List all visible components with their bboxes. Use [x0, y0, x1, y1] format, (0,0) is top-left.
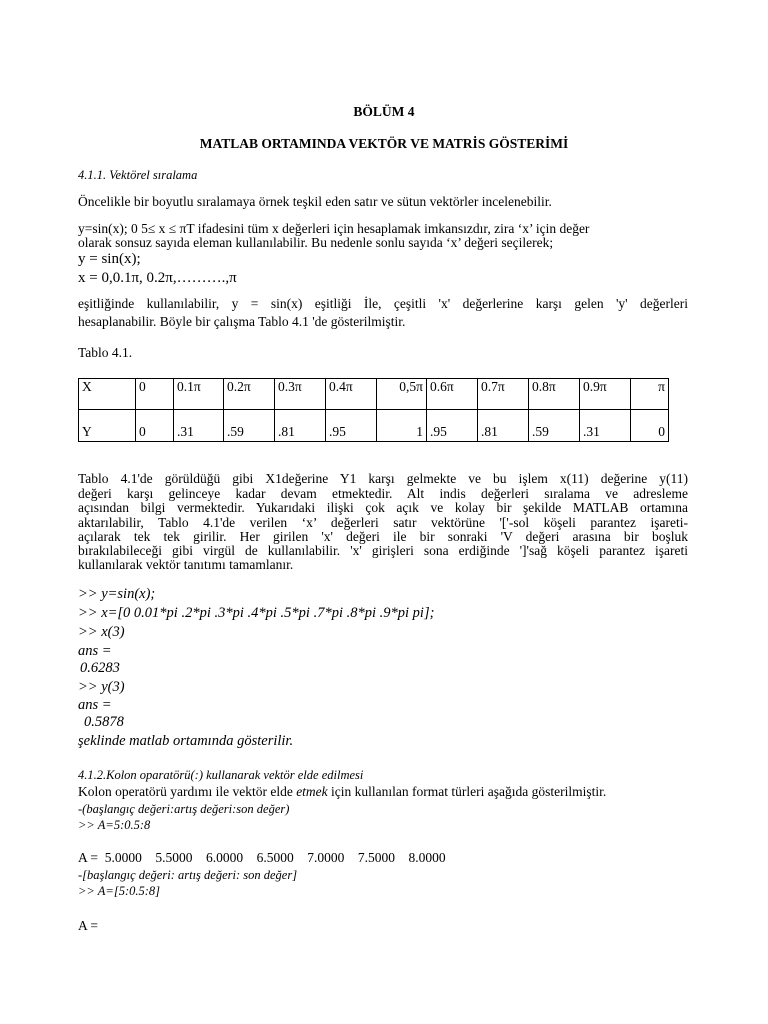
table-cell: .31: [580, 410, 631, 442]
paragraph-3-line-4: aktarılabilir, Tablo 4.1'de verilen ‘x’ değerleri satır vektörüne '['-sol köşeli parantez işareti-: [78, 515, 688, 530]
code-line: 0.6283: [80, 660, 120, 676]
command-1: >> A=5:0.5:8: [78, 818, 151, 832]
section-2-intro-b: için kullanılan format türleri aşağıda gösterilmiştir.: [327, 784, 607, 799]
paragraph-1-line-2: olarak sonsuz sayıda eleman kullanılabilir. Bu nedenle sonlu sayıda ‘x’ değeri seçilerek;: [78, 235, 554, 250]
table-cell: .59: [529, 410, 580, 442]
table-row-y: [79, 410, 669, 442]
paragraph-3-line-2: değeri karşı gelinceye kadar devam etmektedir. Alt indis değerleri sıralama ve adresleme: [78, 486, 688, 501]
table-cell: 1: [377, 410, 427, 442]
table-cell: 0.4π: [326, 379, 377, 410]
table-cell: Y: [79, 410, 136, 442]
table-cell: 0: [631, 410, 669, 442]
section-2-intro: [78, 784, 606, 800]
code-line: ans =: [78, 697, 112, 713]
table-cell: X: [79, 379, 136, 410]
code-line: ans =: [78, 643, 112, 659]
table-cell: 0.8π: [529, 379, 580, 410]
paragraph-2-line-2: hesaplanabilir. Böyle bir çalışma Tablo 4.1 'de gösterilmiştir.: [78, 314, 406, 329]
result-1: A = 5.0000 5.5000 6.0000 6.5000 7.0000 7.5000 8.0000: [78, 850, 446, 865]
code-line: >> x=[0 0.01*pi .2*pi .3*pi .4*pi .5*pi .7*pi .8*pi .9*pi pi];: [78, 605, 435, 621]
paragraph-2-line-1: eşitliğinde kullanılabilir, y = sin(x) eşitliği İle, çeşitli 'x' değerlerine karşı gelen 'y' değerleri: [78, 296, 688, 311]
data-table: [78, 378, 669, 442]
paragraph-3-line-5: açılarak tek tek girilir. Her girilen 'x' değeri ile bir sonraki 'V değeri arasına bir boşluk: [78, 529, 688, 544]
equation-2: x = 0,0.1π, 0.2π,……….,π: [78, 270, 237, 286]
table-cell: π: [631, 379, 669, 410]
section-2-intro-emphasis: etmek: [296, 784, 328, 799]
table-cell: 0.2π: [224, 379, 275, 410]
table-cell: 0.7π: [478, 379, 529, 410]
paragraph-3-line-1: Tablo 4.1'de görüldüğü gibi X1değerine Y1 karşı gelmekte ve bu işlem x(11) değerine y(11): [78, 471, 688, 486]
table-cell: 0.3π: [275, 379, 326, 410]
equation-1: y = sin(x);: [78, 251, 141, 267]
code-line: >> x(3): [78, 624, 125, 640]
table-cell: .95: [326, 410, 377, 442]
paragraph-3-line-3: açısından bilgi vermektedir. Yukarıdaki ilişki çok açık ve kolay bir şekilde MATLAB ortamına: [78, 500, 688, 515]
table-cell: 0.9π: [580, 379, 631, 410]
command-2: >> A=[5:0.5:8]: [78, 884, 161, 898]
table-cell: .95: [427, 410, 478, 442]
format-1: -(başlangıç değeri:artış değeri:son değer): [78, 802, 290, 816]
table-cell: 0: [136, 379, 174, 410]
section-heading-1: 4.1.1. Vektörel sıralama: [78, 168, 198, 182]
paragraph-3-line-7: kullanılarak vektör tanıtımı tamamlanır.: [78, 557, 294, 572]
chapter-heading: BÖLÜM 4: [353, 104, 415, 119]
code-line: şeklinde matlab ortamında gösterilir.: [78, 733, 294, 749]
table-cell: .81: [275, 410, 326, 442]
result-2: A =: [78, 918, 98, 933]
table-cell: .81: [478, 410, 529, 442]
code-line: >> y=sin(x);: [78, 586, 156, 602]
table-cell: 0.6π: [427, 379, 478, 410]
table-cell: 0.1π: [174, 379, 224, 410]
paragraph-3-line-6: bırakılabileceği gibi virgül de kullanılabilir. 'x' girişleri sona erdiğinde ']'sağ köşeli parantez işareti: [78, 543, 688, 558]
code-line: 0.5878: [84, 714, 124, 730]
table-cell: .59: [224, 410, 275, 442]
table-caption: Tablo 4.1.: [78, 345, 133, 360]
section-2-intro-a: Kolon operatörü yardımı ile vektör elde: [78, 784, 297, 799]
code-line: >> y(3): [78, 679, 125, 695]
table-cell: .31: [174, 410, 224, 442]
section-heading-2: 4.1.2.Kolon oparatörü(:) kullanarak vektör elde edilmesi: [78, 768, 364, 782]
paragraph-1-line-1: y=sin(x); 0 5≤ x ≤ πT ifadesini tüm x değerleri için hesaplamak imkansızdır, zira ‘x’ için değer: [78, 221, 590, 236]
table-cell: 0: [136, 410, 174, 442]
page-title: MATLAB ORTAMINDA VEKTÖR VE MATRİS GÖSTERİMİ: [199, 136, 569, 151]
table-cell: 0,5π: [377, 379, 427, 410]
intro-paragraph: Öncelikle bir boyutlu sıralamaya örnek teşkil eden satır ve sütun vektörler incelenebilir.: [78, 194, 552, 209]
table-row-x: [79, 379, 669, 410]
format-2: -[başlangıç değeri: artış değeri: son değer]: [78, 868, 298, 882]
